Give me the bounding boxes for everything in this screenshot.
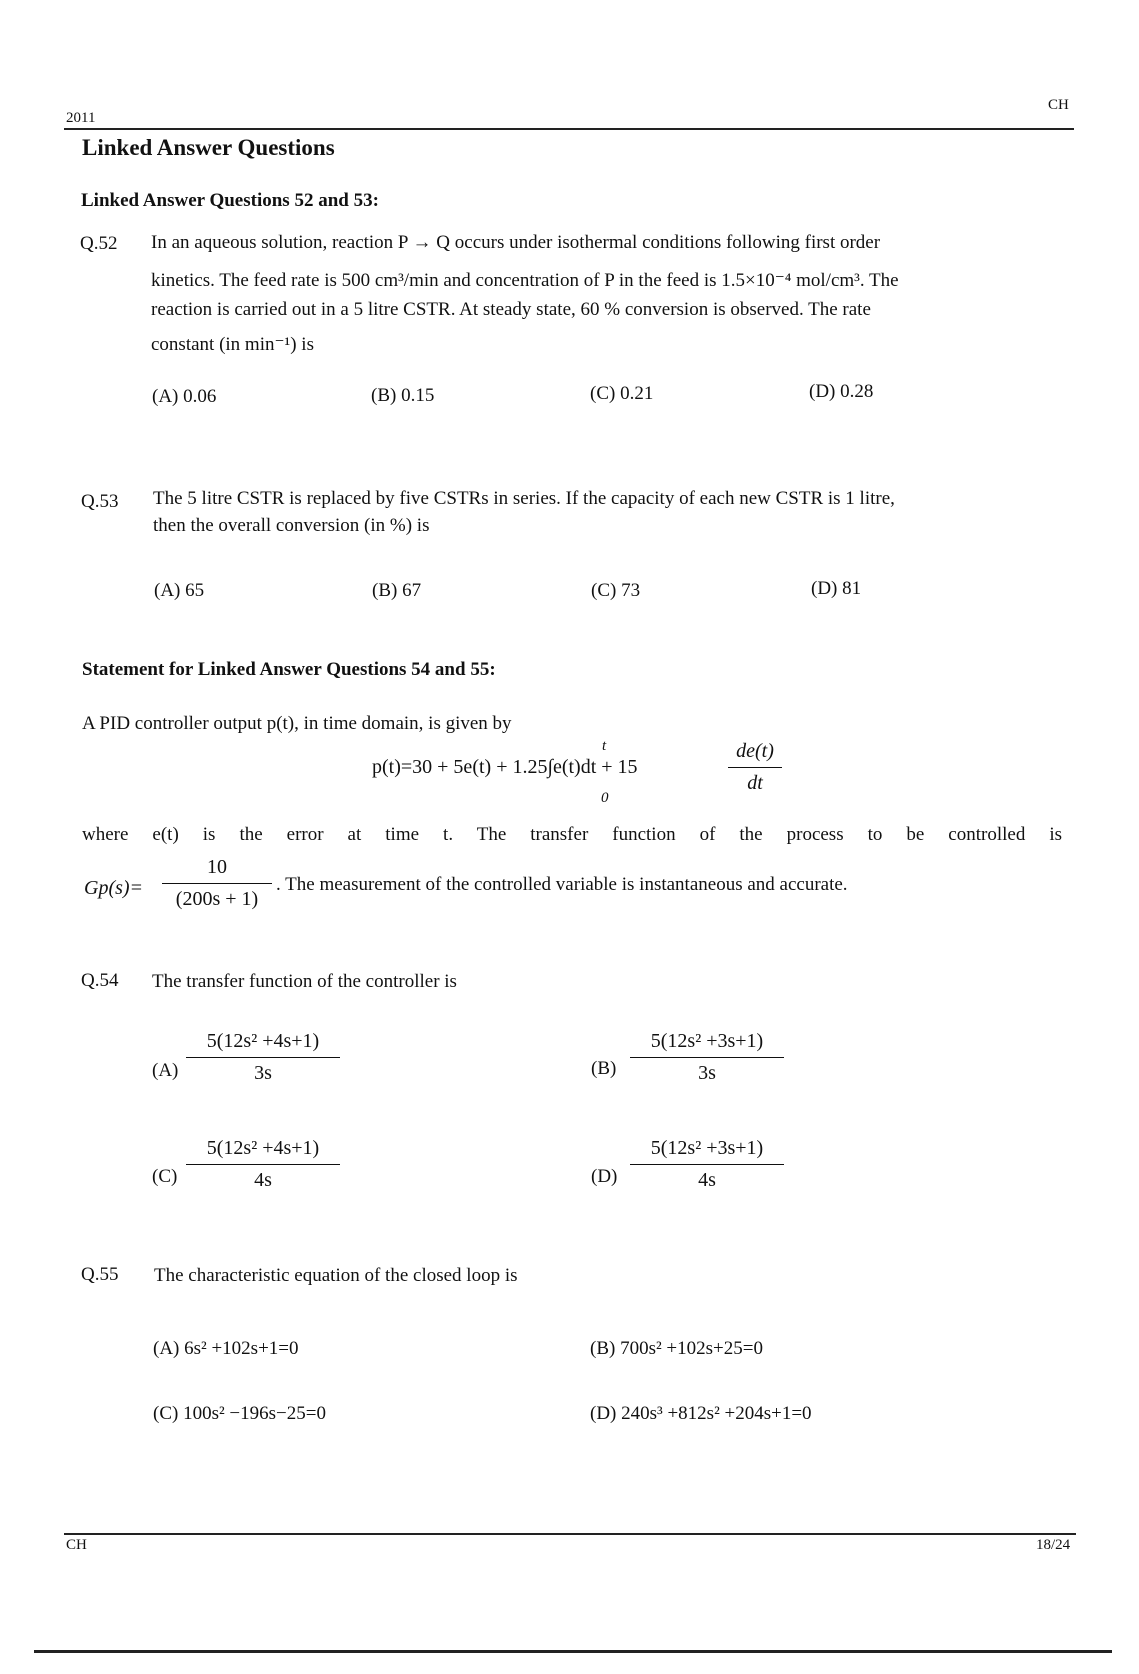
bottom-scan-rule [34,1650,1112,1653]
option-b-label: (B) [591,1058,617,1079]
pid-equation-lhs: p(t)=30 + 5e(t) + 1.25∫e(t)dt + 15 [372,756,638,778]
statement-intro: A PID controller output p(t), in time domain, is given by [82,713,512,734]
option-c-label: (C) [152,1166,178,1187]
linked-group-heading-52-53: Linked Answer Questions 52 and 53: [81,190,379,211]
integral-upper-limit: t [602,738,607,754]
page-number: 18/24 [1036,1537,1071,1553]
exam-year: 2011 [66,110,96,126]
question-text: The characteristic equation of the closed loop is [154,1265,518,1286]
paper-code-header: CH [1048,97,1069,113]
footer-rule [64,1533,1076,1535]
option-d-numerator: 5(12s² +3s+1) [650,1137,764,1159]
option-b-numerator: 5(12s² +3s+1) [650,1030,764,1052]
header-rule [64,128,1074,130]
fraction-bar [186,1164,340,1165]
option-b: (B) 0.15 [371,385,435,406]
question-text-line: kinetics. The feed rate is 500 cm³/min and concentration of P in the feed is 1.5×10⁻⁴ mol/cm³. The [151,270,899,291]
option-c: (C) 0.21 [590,383,654,404]
question-text-line: reaction is carried out in a 5 litre CSTR. At steady state, 60 % conversion is observed. The rate [151,299,871,320]
option-c-fraction [186,1137,340,1192]
question-text: The transfer function of the controller is [152,971,457,992]
option-b: (B) 67 [372,580,422,601]
option-a-numerator: 5(12s² +4s+1) [206,1030,320,1052]
option-c: (C) 100s² −196s−25=0 [153,1403,326,1424]
pid-equation [372,756,638,779]
option-d-fraction [630,1137,784,1192]
question-text-line: then the overall conversion (in %) is [153,515,430,536]
fraction-bar [728,767,782,768]
question-text-line: In an aqueous solution, reaction P → Q occurs under isothermal conditions following first order [151,232,881,253]
gp-tail-text: . The measurement of the controlled variable is instantaneous and accurate. [276,874,848,895]
option-d-label: (D) [591,1166,618,1187]
option-d: (D) 240s³ +812s² +204s+1=0 [590,1403,812,1424]
integral-lower-limit: 0 [601,790,609,806]
option-b-denominator: 3s [698,1062,716,1084]
option-d-denominator: 4s [698,1169,716,1191]
paper-code-footer: CH [66,1537,87,1553]
option-a-denominator: 3s [254,1062,272,1084]
question-number: Q.53 [81,491,119,512]
option-a-label: (A) [152,1060,179,1081]
question-number: Q.55 [81,1264,119,1285]
fraction-bar [162,883,272,884]
option-d: (D) 81 [811,578,862,599]
linked-group-heading-54-55: Statement for Linked Answer Questions 54 and 55: [82,659,496,680]
derivative-numerator: de(t) [736,740,774,762]
fraction-bar [630,1164,784,1165]
option-c-denominator: 4s [254,1169,272,1191]
derivative-denominator: dt [747,772,763,794]
option-c-numerator: 5(12s² +4s+1) [206,1137,320,1159]
question-number: Q.52 [80,233,118,254]
option-a: (A) 65 [154,580,205,601]
option-a: (A) 6s² +102s+1=0 [153,1338,299,1359]
gp-numerator: 10 [207,856,227,878]
option-c: (C) 73 [591,580,641,601]
question-number: Q.54 [81,970,119,991]
question-text-line: constant (in min⁻¹) is [151,334,314,355]
where-statement: where e(t) is the error at time t. The transfer function of the process to be controlled is [82,824,1062,845]
derivative-fraction [728,740,782,795]
option-a-fraction [186,1030,340,1085]
section-title: Linked Answer Questions [82,135,335,160]
question-text-line: The 5 litre CSTR is replaced by five CSTRs in series. If the capacity of each new CSTR is 1 litre, [153,488,895,509]
option-d: (D) 0.28 [809,381,874,402]
fraction-bar [630,1057,784,1058]
fraction-bar [186,1057,340,1058]
option-b: (B) 700s² +102s+25=0 [590,1338,763,1359]
gp-lhs: Gp(s)= [84,877,144,899]
option-b-fraction [630,1030,784,1085]
option-a: (A) 0.06 [152,386,217,407]
gp-denominator: (200s + 1) [175,888,259,910]
gp-fraction [162,856,272,911]
